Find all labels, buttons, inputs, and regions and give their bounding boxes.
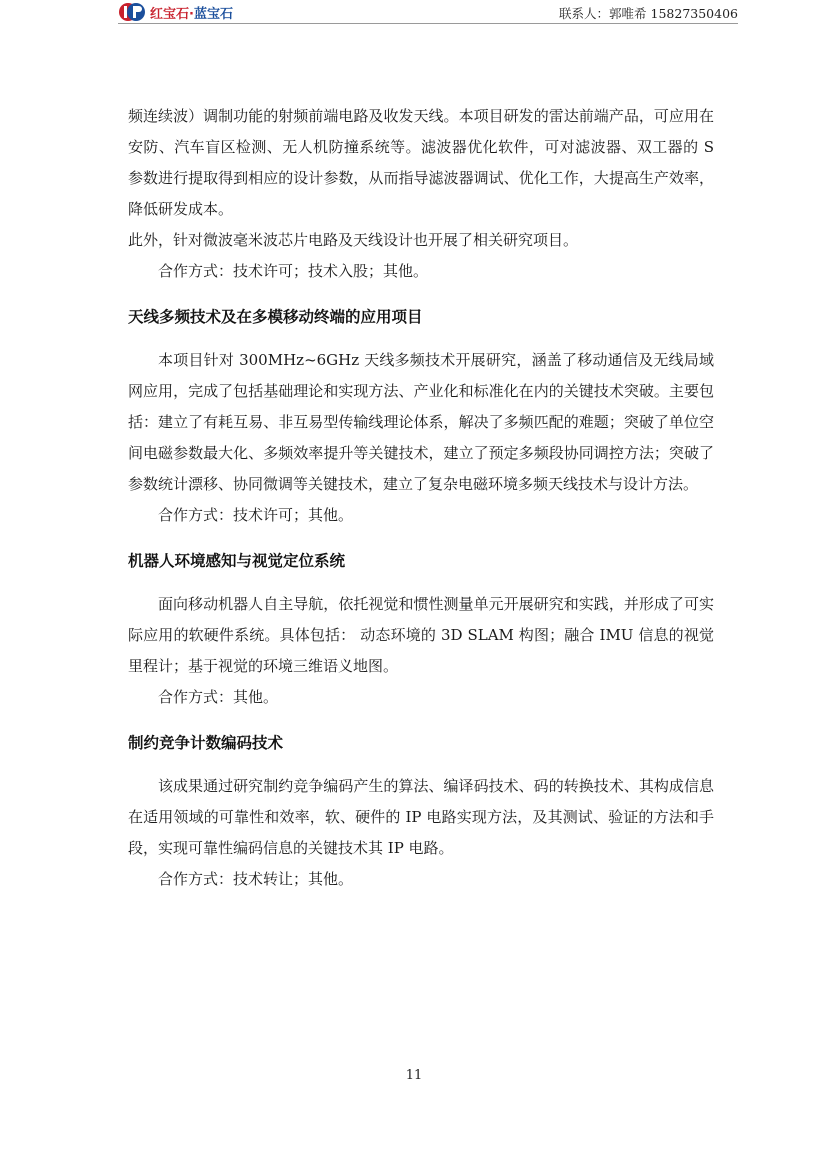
logo-text	[150, 3, 233, 22]
page-header	[0, 0, 828, 26]
logo-text-red: 红宝石	[150, 6, 190, 22]
section-cooperation: 合作方式：其他。	[158, 688, 279, 706]
contact-info: 联系人：郭唯希 15827350406	[559, 6, 738, 21]
company-logo	[118, 2, 233, 22]
section-body: 本项目针对 300MHz~6GHz 天线多频技术开展研究，涵盖了移动通信及无线局域网应用，完成了包括基础理论和实现方法、产业化和标准化在内的关键技术突破。主要包括：建立了有耗互易、非互易型传输线理论体系，解决了多频匹配的难题；突破了单位空间电磁参数最大化、多频效率提升等关键技术，建立了预定多频段协同调控方法；突破了参数统计漂移、协同微调等关键技术，建立了复杂电磁环境多频天线技术与设计方法。	[128, 351, 714, 493]
intro-cooperation: 合作方式：技术许可；技术入股；其他。	[158, 262, 429, 280]
section-title: 制约竞争计数编码技术	[128, 734, 284, 752]
page-content	[128, 101, 714, 895]
page-number: 11	[405, 1068, 423, 1083]
intro-extra: 此外，针对微波毫米波芯片电路及天线设计也开展了相关研究项目。	[128, 231, 579, 249]
logo-text-blue: 蓝宝石	[193, 6, 233, 22]
header-divider	[118, 23, 738, 24]
intro-paragraph: 频连续波）调制功能的射频前端电路及收发天线。本项目研发的雷达前端产品，可应用在安防、汽车盲区检测、无人机防撞系统等。滤波器优化软件，可对滤波器、双工器的 S 参数进行提取得到相应的设计参数，从而指导滤波器调试、优化工作，大提高生产效率，降低研发成本。	[128, 107, 714, 218]
section-title: 天线多频技术及在多模移动终端的应用项目	[128, 308, 423, 326]
section-body: 面向移动机器人自主导航，依托视觉和惯性测量单元开展研究和实践，并形成了可实际应用的软硬件系统。具体包括： 动态环境的 3D SLAM 构图；融合 IMU 信息的视觉里程计；基于视觉的环境三维语义地图。	[128, 595, 714, 675]
logo-mark-icon	[118, 2, 146, 22]
section-cooperation: 合作方式：技术许可；其他。	[158, 506, 354, 524]
section-body: 该成果通过研究制约竞争编码产生的算法、编译码技术、码的转换技术、其构成信息在适用领域的可靠性和效率，软、硬件的 IP 电路实现方法，及其测试、验证的方法和手段，实现可靠性编码信息的关键技术其 IP 电路。	[128, 777, 714, 857]
section-title: 机器人环境感知与视觉定位系统	[128, 552, 346, 570]
logo-text-dot: ·	[189, 6, 194, 22]
section-cooperation: 合作方式：技术转让；其他。	[158, 870, 354, 888]
